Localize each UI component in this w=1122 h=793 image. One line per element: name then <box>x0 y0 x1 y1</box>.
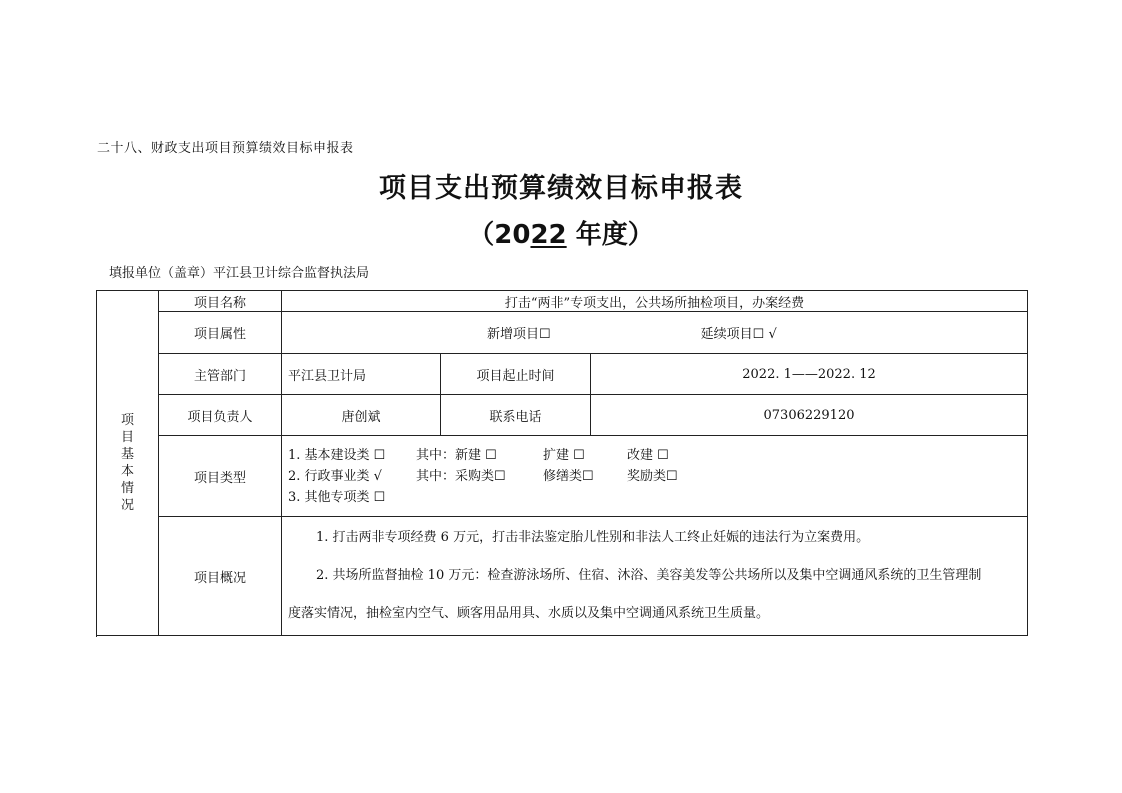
project-type-label: 项目类型 <box>159 436 282 517</box>
owner-value: 唐创斌 <box>282 395 441 436</box>
row-project-type <box>97 436 1028 517</box>
row-owner <box>97 395 1028 436</box>
row-overview <box>97 517 1028 636</box>
overview-paragraph-3: 度落实情况，抽检室内空气、顾客用品用具、水质以及集中空调通风系统卫生质量。 <box>288 606 770 621</box>
type-line-1: 1. 基本建设类 ☐ 其中：新建 ☐ 扩建 ☐ 改建 ☐ <box>288 447 669 463</box>
section-heading: 二十八、财政支出项目预算绩效目标申报表 <box>97 141 354 156</box>
report-table <box>96 290 1028 636</box>
year-underlined: 22 <box>530 220 567 250</box>
row-project-attr <box>97 312 1028 354</box>
reporting-unit: 填报单位（盖章）平江县卫计综合监督执法局 <box>109 266 370 281</box>
overview-paragraph-2: 2. 共场所监督抽检 10 万元：检查游泳场所、住宿、沐浴、美容美发等公共场所以及集中空调通风系统的卫生管理制 <box>316 568 982 583</box>
new-project-option: 新增项目☐ <box>487 327 551 342</box>
project-attr-label: 项目属性 <box>159 312 282 354</box>
project-type-value <box>282 436 1028 517</box>
page-title: 项目支出预算绩效目标申报表 <box>379 173 743 204</box>
year-open: （20 <box>468 220 531 250</box>
project-name-label: 项目名称 <box>159 291 282 312</box>
overview-label: 项目概况 <box>159 517 282 636</box>
period-value: 2022. 1——2022. 12 <box>591 354 1028 395</box>
phone-value: 07306229120 <box>591 395 1028 436</box>
dept-label: 主管部门 <box>159 354 282 395</box>
year-close: 年度） <box>566 220 654 250</box>
continue-project-option: 延续项目☐ √ <box>700 327 777 342</box>
phone-label: 联系电话 <box>441 395 591 436</box>
row-project-name <box>97 291 1028 312</box>
type-line-2: 2. 行政事业类 √ 其中：采购类☐ 修缮类☐ 奖励类☐ <box>288 468 678 484</box>
owner-label: 项目负责人 <box>159 395 282 436</box>
project-attr-value <box>282 312 1028 354</box>
row-dept <box>97 354 1028 395</box>
dept-value: 平江县卫计局 <box>282 354 441 395</box>
period-label: 项目起止时间 <box>441 354 591 395</box>
overview-paragraph-1: 1. 打击两非专项经费 6 万元，打击非法鉴定胎儿性别和非法人工终止妊娠的违法行为立案费用。 <box>316 530 870 545</box>
type-line-3: 3. 其他专项类 ☐ <box>288 489 386 505</box>
group-label: 项 目 基 本 情 况 <box>97 291 159 636</box>
year-line <box>0 214 1122 251</box>
overview-value <box>282 517 1028 636</box>
project-name-value: 打击“两非”专项支出，公共场所抽检项目，办案经费 <box>282 291 1028 312</box>
